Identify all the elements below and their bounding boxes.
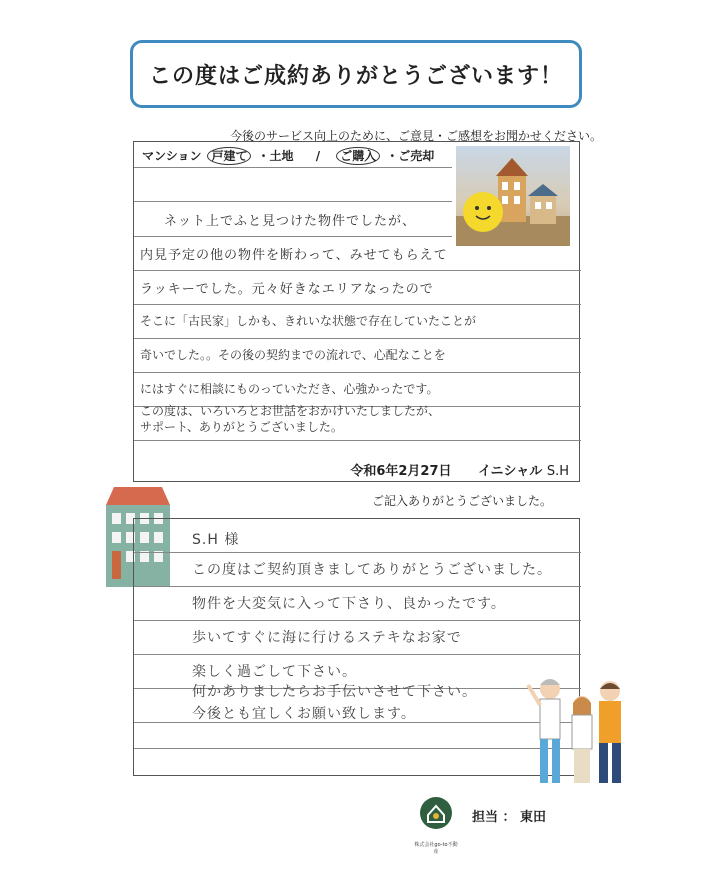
ruled-line bbox=[134, 586, 581, 587]
ruled-line bbox=[134, 304, 581, 305]
logo-text: 株式会社go-to不動産 bbox=[414, 842, 458, 855]
staff-reply-form bbox=[133, 518, 580, 776]
date-signature bbox=[350, 460, 569, 479]
reply-line: 歩いてすぐに海に行けるステキなお家で bbox=[192, 630, 462, 646]
reply-line: 楽しく過ごして下さい。 bbox=[192, 664, 357, 680]
page-title: この度はご成約ありがとうございます！ bbox=[148, 63, 563, 89]
ruled-line bbox=[134, 201, 452, 202]
option-purchase-circled: ご購入 bbox=[336, 147, 380, 165]
reply-line: S.H 様 bbox=[192, 532, 240, 548]
reply-line: この度はご契約頂きましてありがとうございました。 bbox=[192, 562, 552, 578]
house-figurine-photo bbox=[456, 146, 570, 246]
customer-feedback-form bbox=[133, 141, 580, 482]
customer-line: この度は、いろいろとお世話をおかけいたしましたが、 bbox=[140, 404, 441, 418]
option-sale: ・ご売却 bbox=[386, 149, 435, 163]
date: 令和6年2月27日 bbox=[350, 464, 452, 479]
option-mansion: マンション bbox=[142, 149, 202, 163]
customer-line: そこに「古民家」しかも、きれいな状態で存在していたことが bbox=[140, 314, 477, 328]
ruled-line bbox=[134, 167, 452, 168]
ruled-line bbox=[134, 270, 581, 271]
ruled-line bbox=[134, 654, 581, 655]
reply-line: 今後とも宜しくお願い致します。 bbox=[192, 706, 416, 722]
ruled-line bbox=[134, 748, 581, 749]
customer-line: 奇いでした。。その後の契約までの流れで、心配なことを bbox=[140, 348, 446, 362]
customer-line: 内見予定の他の物件を断わって、みせてもらえて bbox=[140, 248, 448, 263]
option-house-circled: 戸建て bbox=[207, 147, 251, 165]
customer-line: ラッキーでした。元々好きなエリアなったので bbox=[140, 282, 434, 297]
ruled-line bbox=[134, 236, 452, 237]
company-logo bbox=[413, 795, 459, 855]
customer-line: ネット上でふと見つけた物件でしたが、 bbox=[164, 214, 417, 229]
initial-label: イニシャル bbox=[478, 464, 543, 479]
intro-text: 今後のサービス向上のために、ご意見・ご感想をお聞かせください。 bbox=[230, 129, 603, 143]
ruled-line bbox=[134, 620, 581, 621]
customer-line: にはすぐに相談にものっていただき、心強かったです。 bbox=[140, 382, 439, 396]
staff-illustration bbox=[526, 675, 646, 790]
ruled-line bbox=[134, 552, 581, 553]
reply-line: 何かありましたらお手伝いさせて下さい。 bbox=[192, 684, 477, 700]
staff-name: 担当 ： 東田 bbox=[472, 810, 547, 825]
property-options bbox=[142, 147, 440, 164]
ruled-line bbox=[134, 338, 581, 339]
reply-line: 物件を大変気に入って下さり、良かったです。 bbox=[192, 596, 506, 612]
thanks-text: ご記入ありがとうございました。 bbox=[372, 494, 553, 508]
option-divider: / bbox=[315, 149, 321, 163]
ruled-line bbox=[134, 440, 581, 441]
customer-line: サポート、ありがとうございました。 bbox=[140, 420, 343, 434]
option-land: ・土地 bbox=[257, 149, 294, 163]
initial-value: S.H bbox=[546, 464, 569, 479]
title-banner bbox=[130, 40, 582, 108]
ruled-line bbox=[134, 372, 581, 373]
